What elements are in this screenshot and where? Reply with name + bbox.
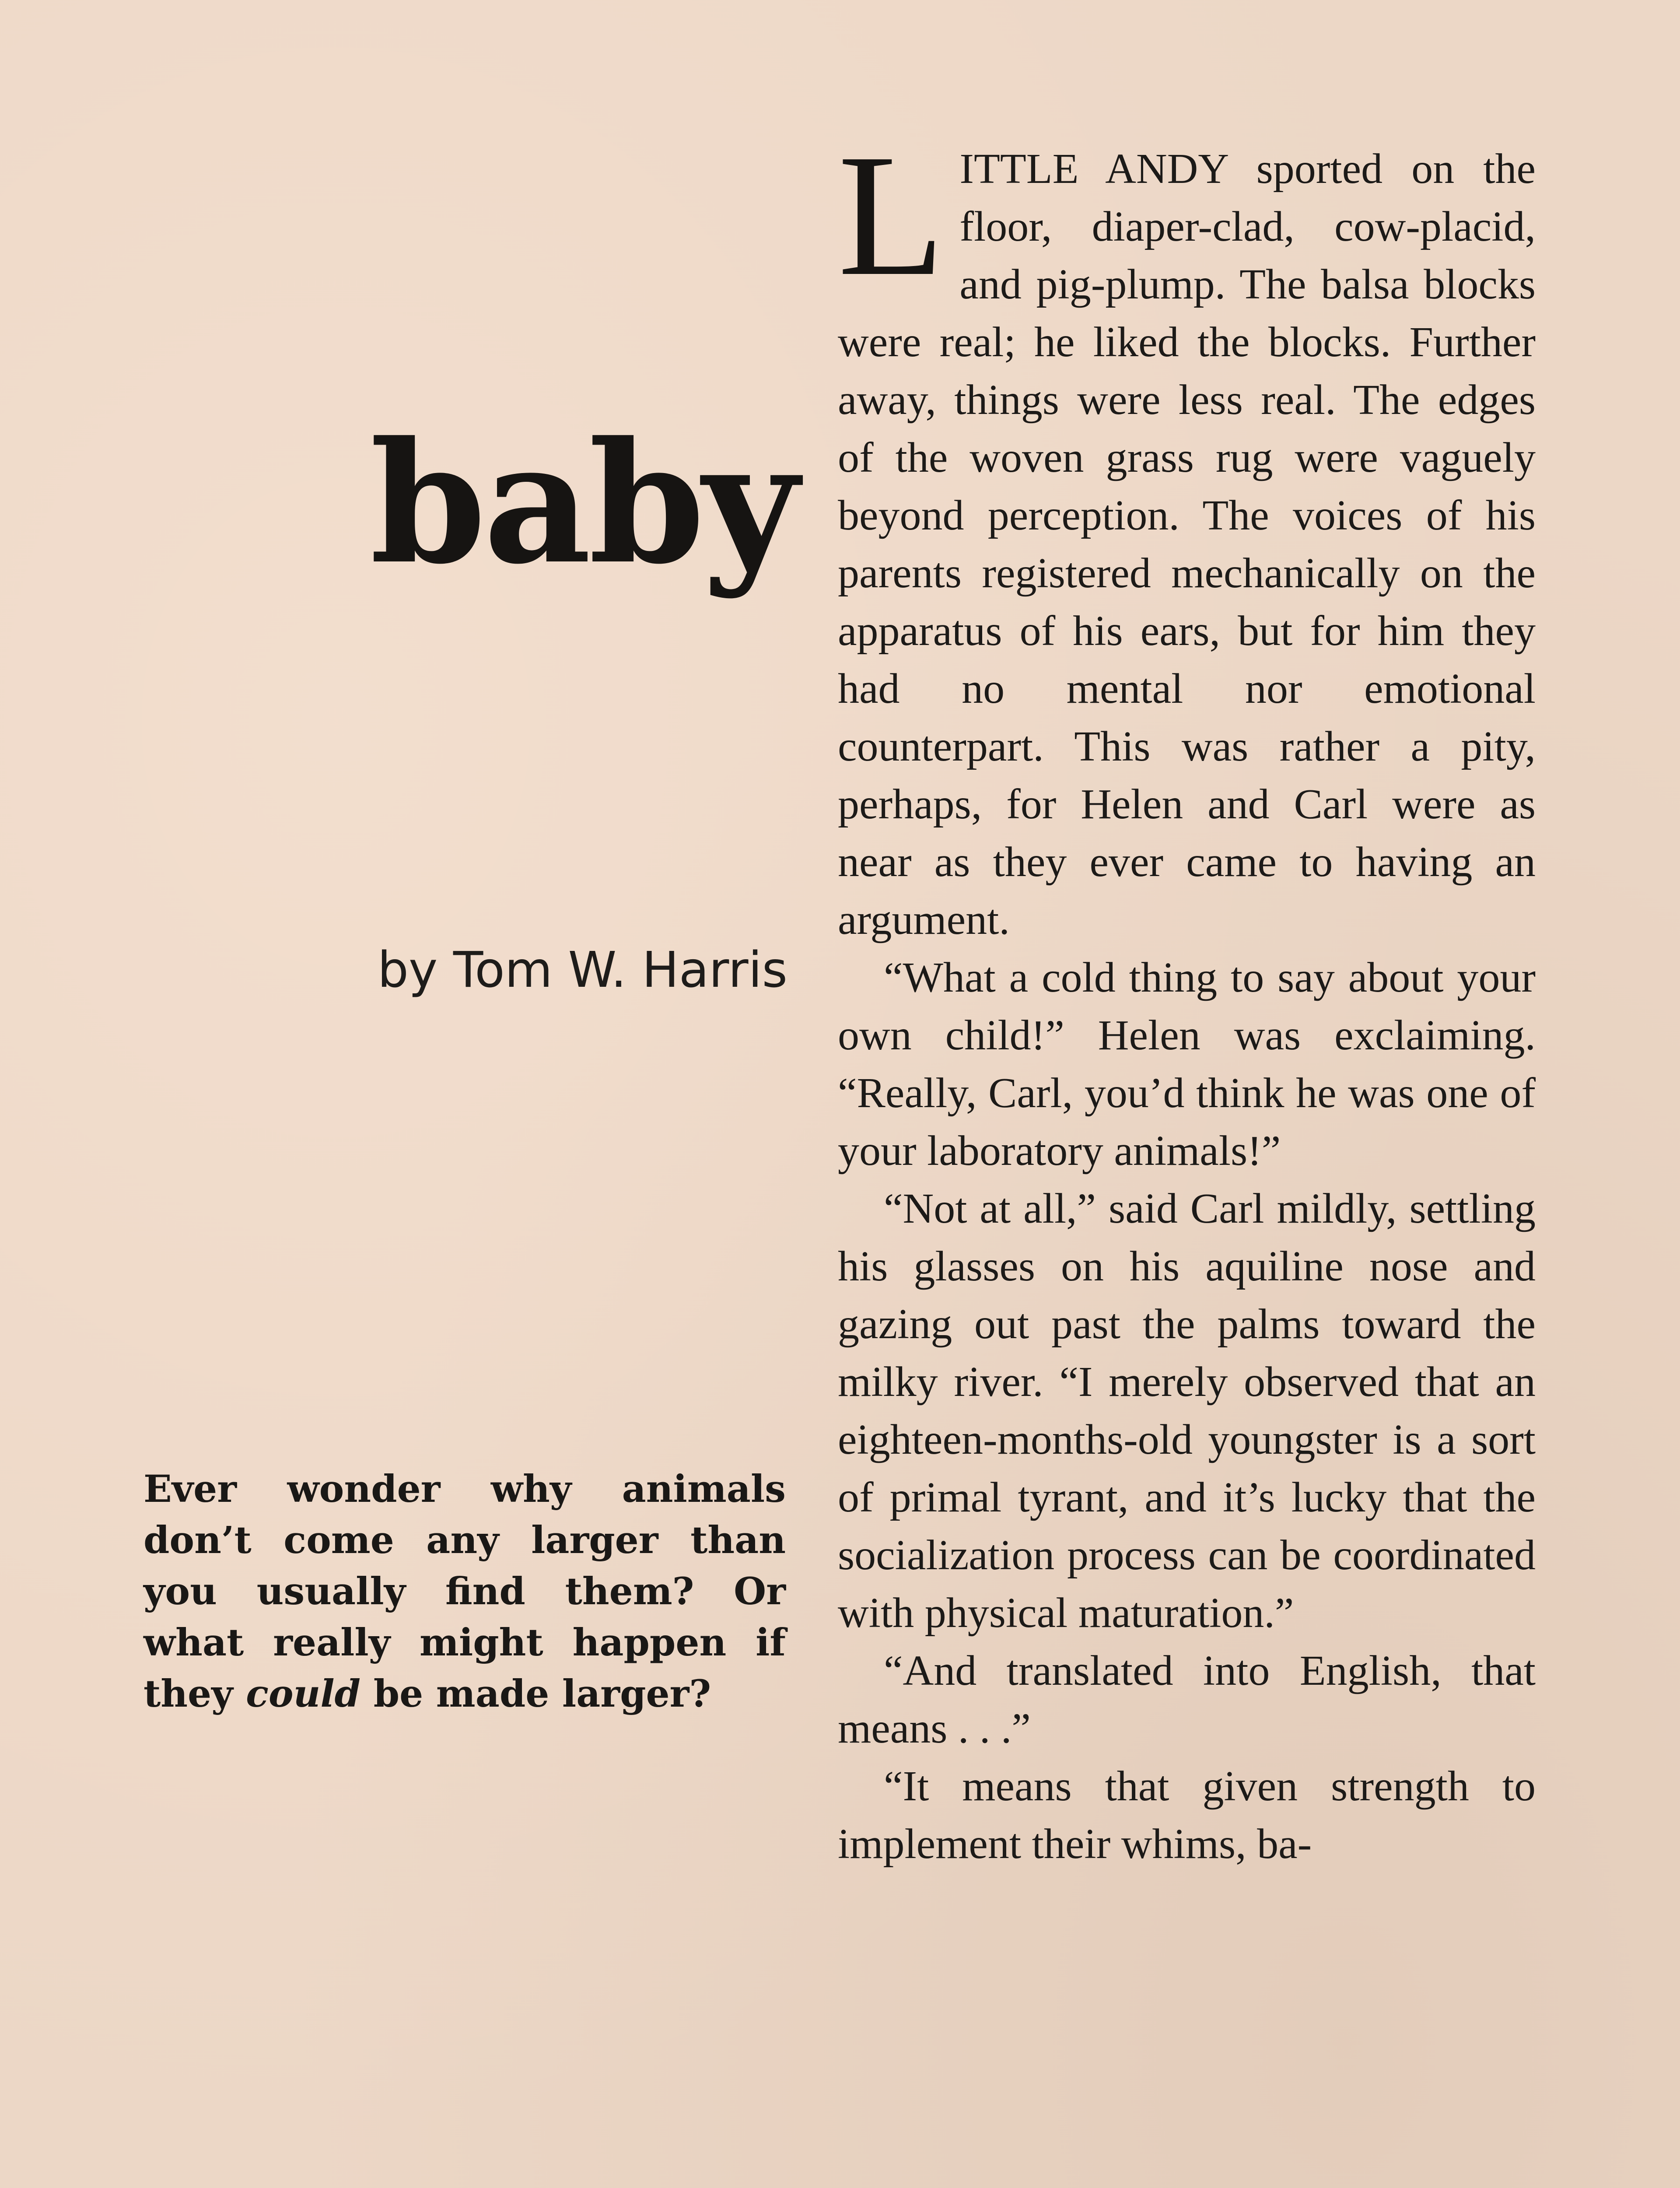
body-paragraph-5: “It means that given strength to implement their whims, ba- (838, 1763, 1536, 1868)
paragraph-1-text: ITTLE ANDY sported on the floor, diaper-clad, cow-placid, and pig-plump. The balsa blocks were real; he liked the blocks. Further away, things were less real. The edges of the woven grass rug were vaguely beyond perception. The voices of his parents registered mechanically on the apparatus of his ears, but for him they had no mental nor emotional counterpart. This was rather a pity, perhaps, for Helen and Carl were as near as they ever came to having an argument. (838, 145, 1536, 943)
author-byline: by Tom W. Harris (377, 942, 788, 999)
body-paragraph-4: “And translated into English, that means . . .” (838, 1647, 1536, 1752)
story-title: baby (370, 405, 796, 601)
body-paragraph-2: “What a cold thing to say about your own child!” Helen was exclaiming. “Really, Carl, you’d think he was one of your laboratory animals!” (838, 954, 1536, 1175)
body-paragraph-3: “Not at all,” said Carl mildly, settling his glasses on his aquiline nose and gazing out past the palms toward the milky river. “I merely observed that an eighteen-months-old youngster is a sort of primal tyrant, and it’s lucky that the socialization process can be coordinated with physical maturation.” (838, 1185, 1536, 1637)
body-paragraph-1 (838, 118, 1536, 949)
story-body (838, 118, 1536, 1873)
teaser-text-end: be made larger? (360, 1672, 711, 1716)
story-teaser (144, 1464, 786, 1720)
drop-cap: L (838, 118, 945, 312)
teaser-emphasis: could (246, 1672, 361, 1716)
teaser-text-start: Ever wonder why animals don’t come any larger than you usually find them? Or what really might happen if they (144, 1467, 786, 1716)
